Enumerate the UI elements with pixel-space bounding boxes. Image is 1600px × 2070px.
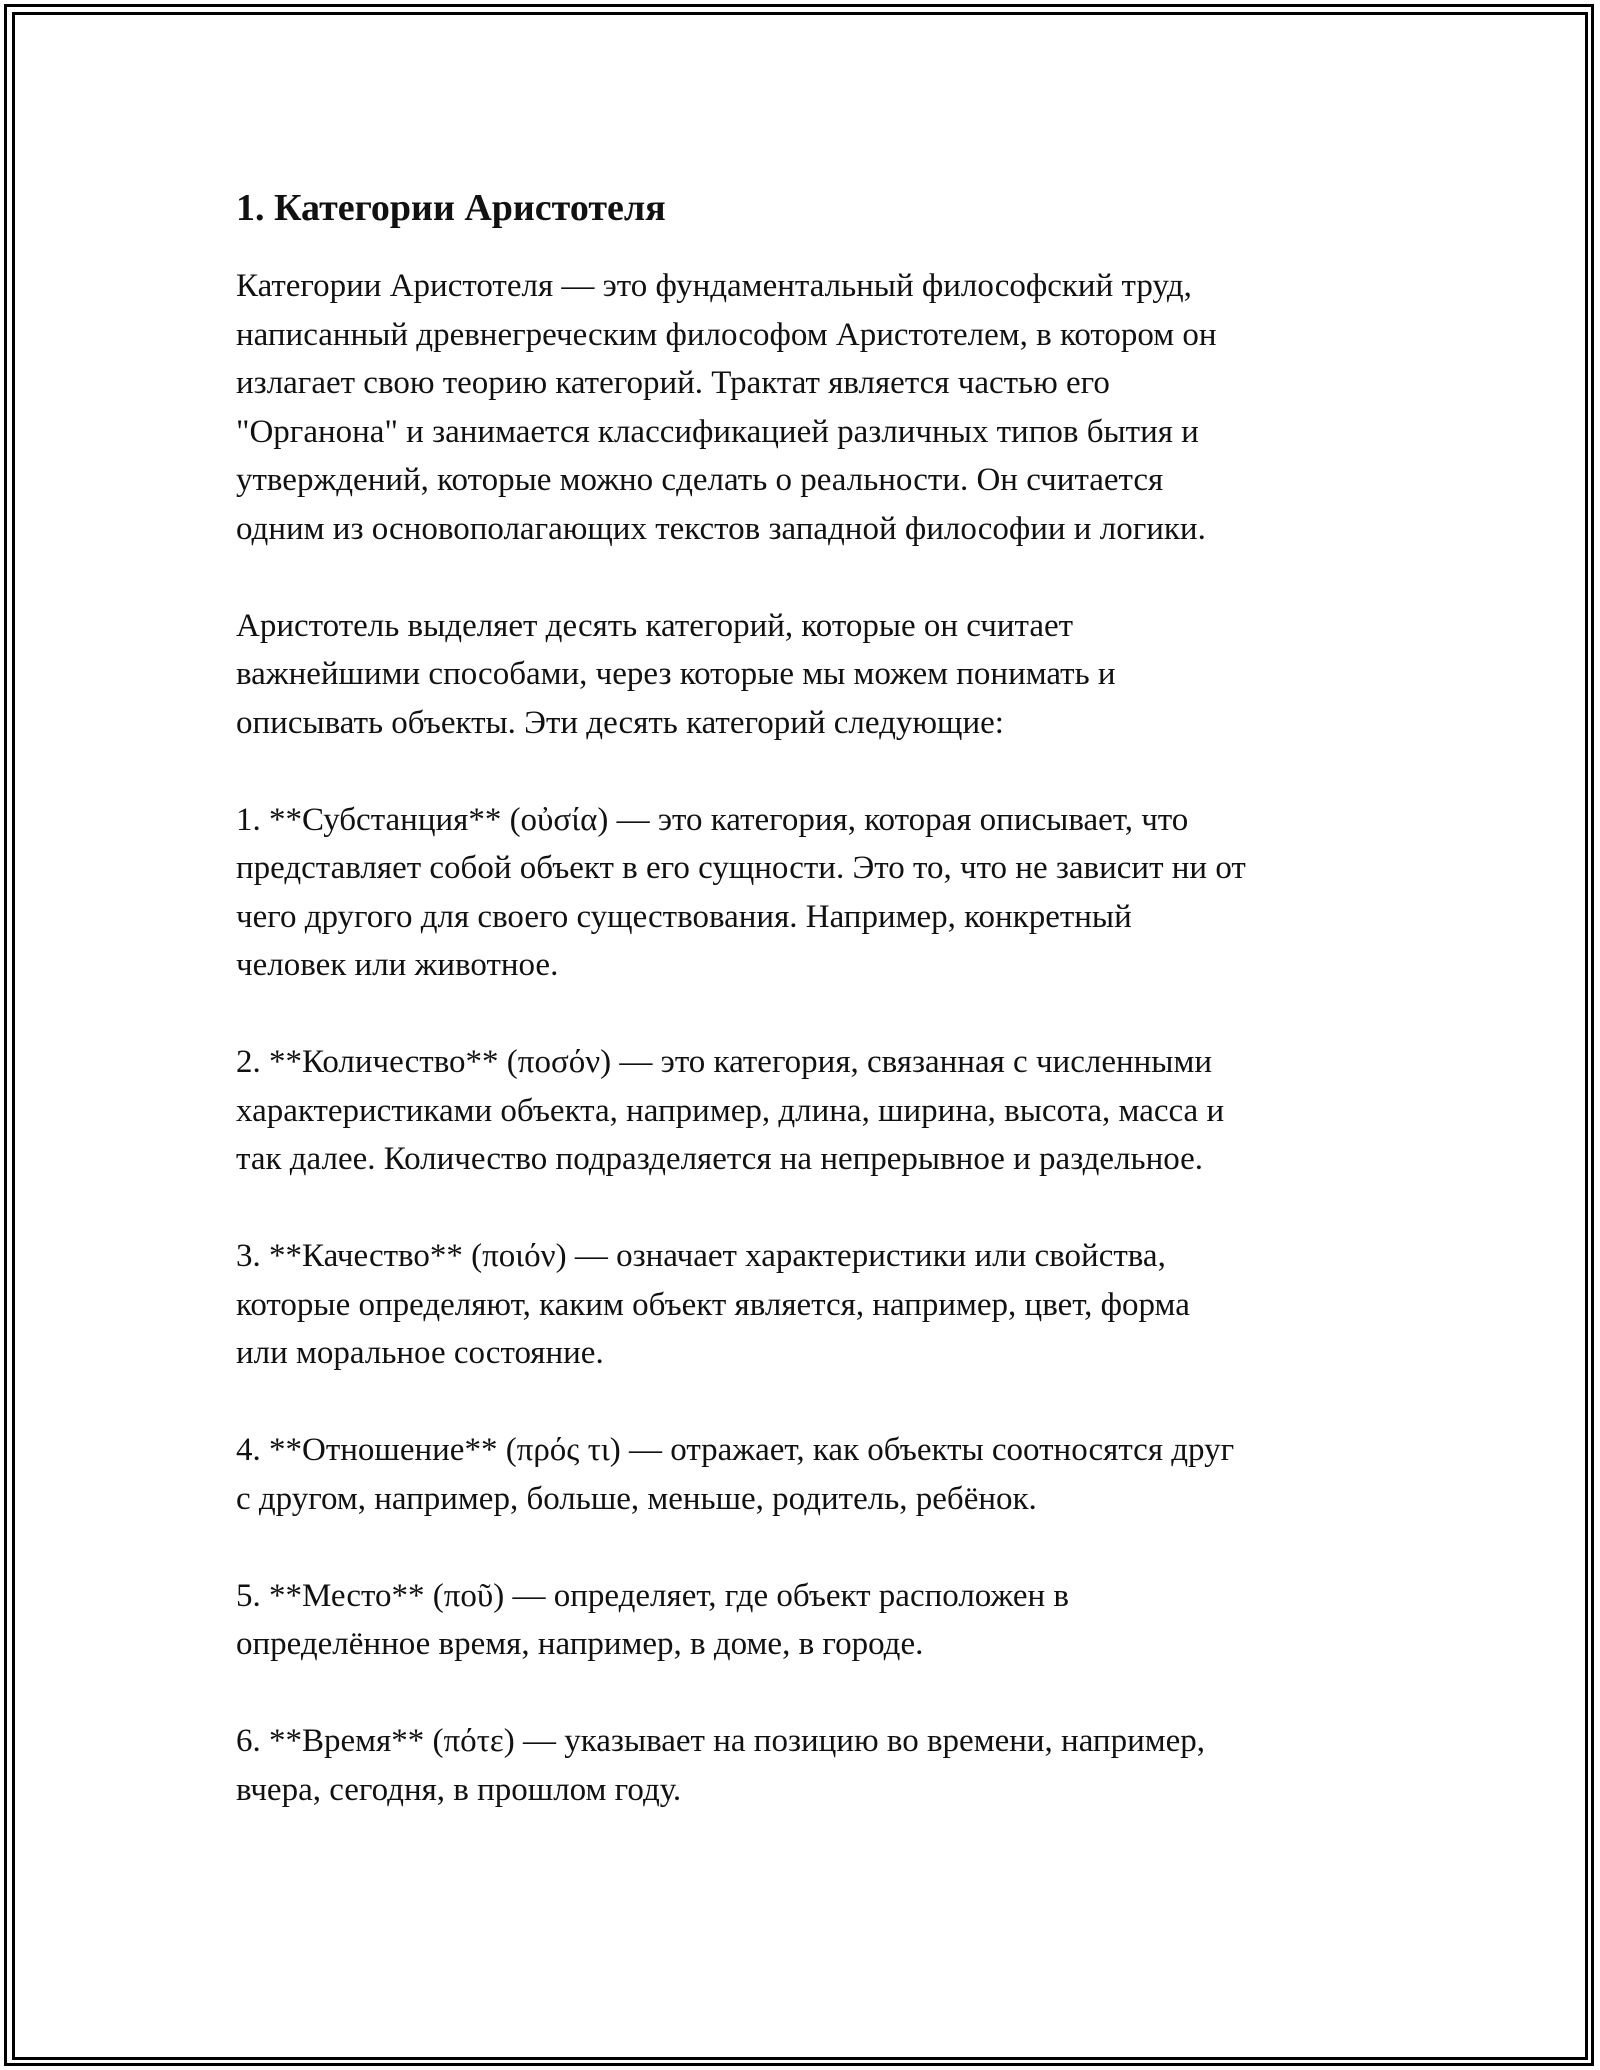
paragraph-categories-intro bbox=[236, 602, 1386, 748]
text-line: важнейшими способами, через которые мы можем понимать и bbox=[236, 656, 1116, 692]
text-line: или моральное состояние. bbox=[236, 1335, 604, 1371]
text-line: характеристиками объекта, например, длина, ширина, высота, масса и bbox=[236, 1092, 1225, 1129]
text-line: 2. **Количество** (ποσόν) — это категория, связанная с численными bbox=[236, 1044, 1212, 1080]
text-line: так далее. Количество подразделяется на непрерывное и раздельное. bbox=[236, 1141, 1204, 1177]
text-line: написанный древнегреческим философом Аристотелем, в котором он bbox=[236, 316, 1217, 353]
text-line: 6. **Время** (πότε) — указывает на позицию во времени, например, bbox=[236, 1723, 1206, 1759]
text-line: одним из основополагающих текстов западной философии и логики. bbox=[236, 510, 1206, 547]
text-line: Аристотель выделяет десять категорий, которые он считает bbox=[236, 607, 1074, 644]
category-item-substance bbox=[236, 796, 1386, 990]
section-heading: 1. Категории Аристотеля bbox=[236, 187, 666, 229]
text-line: описывать объекты. Эти десять категорий следующие: bbox=[236, 704, 1004, 741]
category-item-quantity bbox=[236, 1038, 1386, 1184]
paragraph-intro bbox=[236, 262, 1386, 553]
text-line: 5. **Место** (ποῦ) — определяет, где объект расположен в bbox=[236, 1577, 1069, 1614]
document-body bbox=[236, 184, 1386, 1863]
text-line: человек или животное. bbox=[236, 947, 559, 983]
text-line: определённое время, например, в доме, в городе. bbox=[236, 1626, 924, 1662]
text-line: Категории Аристотеля — это фундаментальный философский труд, bbox=[236, 268, 1192, 304]
text-line: утверждений, которые можно сделать о реальности. Он считается bbox=[236, 462, 1164, 498]
text-line: 4. **Отношение** (πρός τι) — отражает, как объекты соотносятся друг bbox=[236, 1432, 1235, 1468]
text-line: 1. **Субстанция** (οὐσία) — это категория, которая описывает, что bbox=[236, 801, 1189, 838]
category-item-relation bbox=[236, 1426, 1386, 1523]
category-item-quality bbox=[236, 1232, 1386, 1378]
text-line: которые определяют, каким объект является, например, цвет, форма bbox=[236, 1286, 1190, 1323]
text-line: с другом, например, больше, меньше, родитель, ребёнок. bbox=[236, 1480, 1037, 1517]
category-item-place bbox=[236, 1572, 1386, 1669]
text-line: представляет собой объект в его сущности. Это то, что не зависит ни от bbox=[236, 850, 1246, 886]
text-line: вчера, сегодня, в прошлом году. bbox=[236, 1771, 682, 1808]
text-line: 3. **Качество** (ποιόν) — означает характеристики или свойства, bbox=[236, 1238, 1166, 1274]
category-item-time bbox=[236, 1717, 1386, 1814]
text-line: "Органона" и занимается классификацией различных типов бытия и bbox=[236, 413, 1199, 450]
text-line: чего другого для своего существования. Например, конкретный bbox=[236, 898, 1132, 935]
text-line: излагает свою теорию категорий. Трактат является частью его bbox=[236, 365, 1110, 401]
